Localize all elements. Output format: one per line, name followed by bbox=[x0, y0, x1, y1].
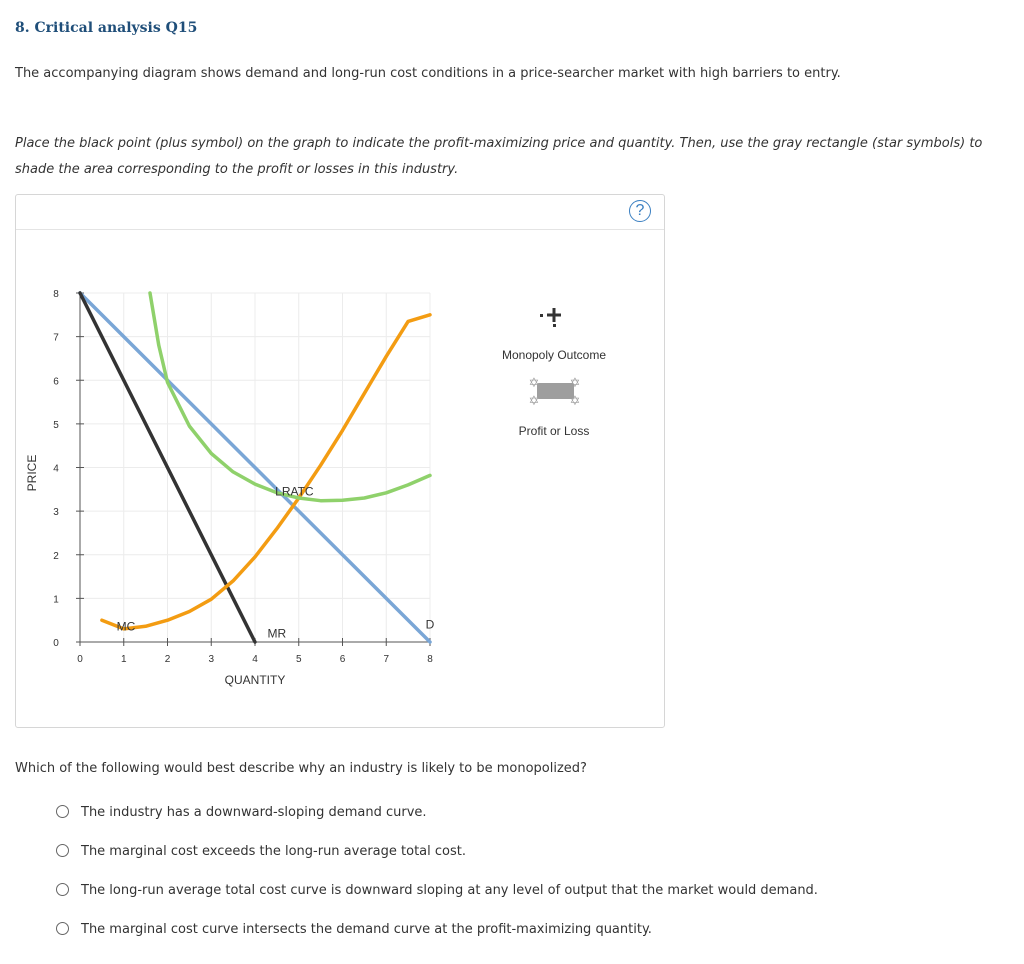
x-tick-label: 0 bbox=[77, 654, 83, 665]
y-tick-label: 2 bbox=[53, 550, 59, 562]
graph-panel bbox=[15, 194, 665, 728]
y-tick-label: 8 bbox=[53, 289, 59, 300]
x-tick-label: 4 bbox=[252, 654, 258, 665]
x-tick-label: 1 bbox=[120, 654, 127, 665]
x-tick-label: 6 bbox=[339, 654, 346, 665]
star-icon: ✡ bbox=[528, 375, 540, 390]
intro-text: The accompanying diagram shows demand and long-run cost conditions in a price-searcher market with high barriers to entry. bbox=[15, 66, 841, 81]
x-tick-label: 3 bbox=[208, 654, 215, 665]
x-tick-label: 7 bbox=[383, 654, 390, 665]
profit-loss-tool[interactable] bbox=[529, 375, 581, 408]
option-label: The industry has a downward-sloping demand curve. bbox=[81, 805, 427, 820]
y-tick-label: 6 bbox=[53, 376, 59, 388]
x-tick-label: 5 bbox=[295, 654, 302, 665]
option-label: The marginal cost exceeds the long-run average total cost. bbox=[81, 844, 466, 859]
radio-button[interactable] bbox=[56, 883, 69, 896]
curve-label-mr: MR bbox=[267, 626, 287, 641]
star-icon: ✡ bbox=[569, 375, 581, 390]
instruction-text: Place the black point (plus symbol) on the graph to indicate the profit-maximizing price and quantity. Then, use the gray rectangle (star symbols) to shade the area corresponding to the profit or losses in this industry. bbox=[15, 136, 983, 177]
graph-canvas[interactable] bbox=[16, 195, 664, 727]
monopoly-outcome-tool[interactable] bbox=[540, 308, 561, 327]
gray-rectangle-icon bbox=[537, 383, 574, 399]
chart-curve-labels bbox=[117, 484, 435, 640]
star-icon: ✡ bbox=[528, 393, 540, 408]
radio-button[interactable] bbox=[56, 922, 69, 935]
question-title: 8. Critical analysis Q15 bbox=[15, 20, 198, 36]
y-tick-label: 4 bbox=[53, 463, 59, 475]
plus-handle-dot bbox=[553, 324, 556, 327]
curve-label-mc: MC bbox=[116, 619, 136, 634]
radio-button[interactable] bbox=[56, 844, 69, 857]
y-axis-title: PRICE bbox=[25, 454, 39, 492]
option-label: The long-run average total cost curve is downward sloping at any level of output that the market would demand. bbox=[81, 883, 818, 898]
y-tick-label: 0 bbox=[53, 638, 59, 649]
y-tick-label: 3 bbox=[53, 507, 59, 519]
radio-button[interactable] bbox=[56, 805, 69, 818]
plus-handle-dot bbox=[540, 314, 543, 317]
lratc-curve[interactable] bbox=[150, 293, 430, 501]
monopoly-outcome-label: Monopoly Outcome bbox=[501, 348, 607, 362]
curve-label-lratc: LRATC bbox=[275, 484, 314, 499]
question-text: Which of the following would best describe why an industry is likely to be monopolized? bbox=[15, 761, 587, 776]
curve-label-d: D bbox=[425, 617, 435, 632]
x-axis-title: QUANTITY bbox=[224, 673, 286, 687]
profit-loss-label: Profit or Loss bbox=[518, 424, 590, 438]
x-tick-label: 2 bbox=[164, 654, 171, 665]
option-label: The marginal cost curve intersects the demand curve at the profit-maximizing quantity. bbox=[81, 922, 652, 937]
y-tick-label: 7 bbox=[53, 332, 59, 344]
x-tick-label: 8 bbox=[427, 654, 433, 665]
help-button[interactable]: ? bbox=[629, 200, 651, 222]
star-icon: ✡ bbox=[569, 393, 581, 408]
y-tick-label: 5 bbox=[53, 419, 59, 431]
y-tick-label: 1 bbox=[53, 594, 59, 606]
